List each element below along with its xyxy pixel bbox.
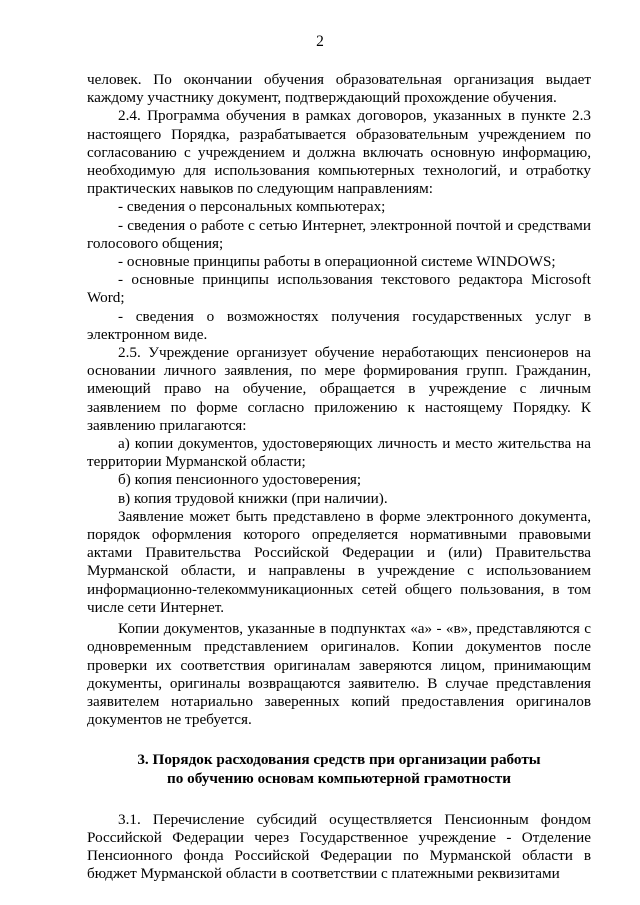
paragraph: Копии документов, указанные в подпунктах «а» - «в», представляются с одновременным представлением оригиналов. Копии документов после проверки их соответствия оригиналам заверяются лицом, принимающим документы, оригиналы возвращаются заявителю. В случае представления заявителем нотариально заверенных копий предоставления оригиналов документов не требуется. [87, 620, 591, 729]
section-heading [87, 751, 591, 788]
paragraph: Заявление может быть представлено в форме электронного документа, порядок оформления которого определяется нормативными правовыми актами Правительства Российской Федерации и (или) Правительства Мурманской области, и направлены в учреждение с использованием информационно-телекоммуникационных сетей общего пользования, в том числе сети Интернет. [87, 507, 591, 616]
list-item: а) копии документов, удостоверяющих личность и место жительства на территории Мурманской области; [87, 435, 591, 471]
document-body [87, 71, 591, 883]
page-number: 2 [316, 33, 324, 50]
list-item: - сведения о работе с сетью Интернет, электронной почтой и средствами голосового общения; [87, 216, 591, 252]
list-item: б) копия пенсионного удостоверения; [118, 471, 362, 489]
list-item: - сведения о персональных компьютерах; [118, 198, 386, 216]
list-item: - основные принципы использования текстового редактора Microsoft Word; [87, 271, 591, 307]
paragraph: человек. По окончании обучения образовательная организация выдает каждому участнику документ, подтверждающий прохождение обучения. [87, 71, 591, 107]
list-item: - основные принципы работы в операционной системе WINDOWS; [118, 253, 556, 271]
paragraph: 2.4. Программа обучения в рамках договоров, указанных в пункте 2.3 настоящего Порядка, разрабатывается образовательным учреждением по согласованию с учреждением и должна включать основную информацию, необходимую для использования компьютерных технологий, и отработку практических навыков по следующим направлениям: [87, 107, 591, 198]
list-item: - сведения о возможностях получения государственных услуг в электронном виде. [87, 307, 591, 343]
section-heading-line: по обучению основам компьютерной грамотности [167, 769, 511, 787]
section-heading-line: 3. Порядок расходования средств при организации работы [137, 751, 541, 769]
paragraph: 2.5. Учреждение организует обучение неработающих пенсионеров на основании личного заявления, по мере формирования групп. Гражданин, имеющий право на обучение, обращается в учреждение с личным заявлением по форме согласно приложению к настоящему Порядку. К заявлению прилагаются: [87, 344, 591, 434]
list-item: в) копия трудовой книжки (при наличии). [118, 489, 388, 507]
paragraph: 3.1. Перечисление субсидий осуществляется Пенсионным фондом Российской Федерации через Государственное учреждение - Отделение Пенсионного фонда Российской Федерации по Мурманской области в бюджет Мурманской области в соответствии с платежными реквизитами [87, 810, 591, 883]
